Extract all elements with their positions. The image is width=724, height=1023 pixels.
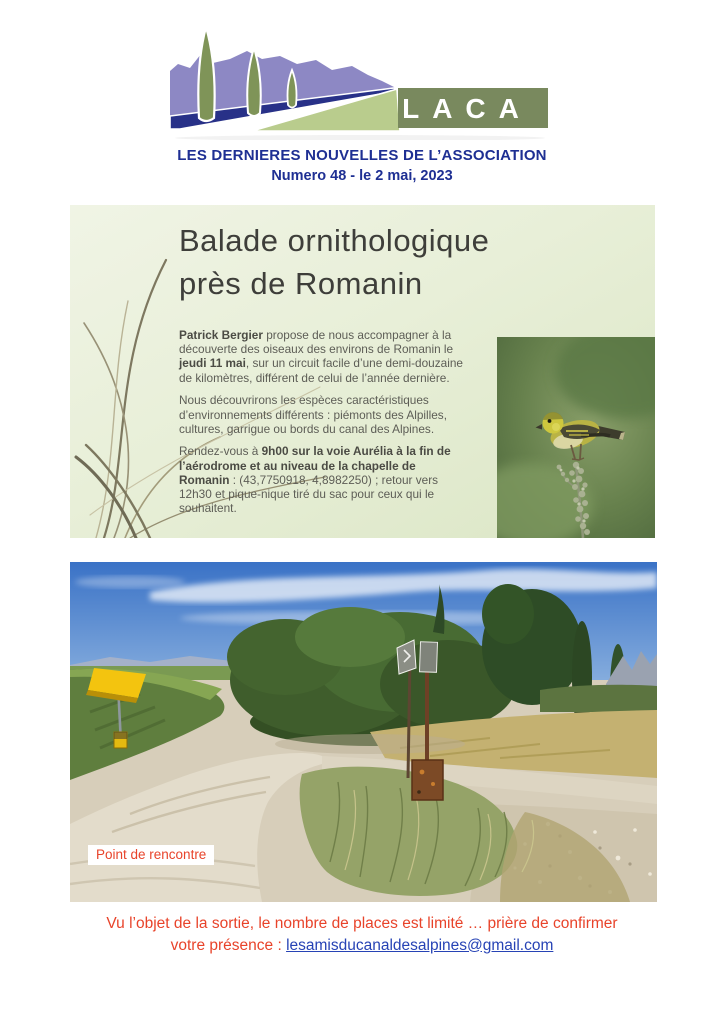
meeting-point-photo [70,562,657,902]
flyer-paragraph: Nous découvrirons les espèces caractéristiques d’environnements différents : piémonts des Alpilles, cultures, garrigue ou bords du canal des Alpines. [179,393,447,436]
footer-line2-prefix: votre présence : [170,936,287,954]
flyer-title [179,219,489,305]
email-link[interactable]: lesamisducanaldesalpines@gmail.com [286,936,554,954]
flyer-title-line1: Balade ornithologique [179,223,490,258]
footer-line2 [0,935,724,957]
flyer-paragraph: Rendez-vous à 9h00 sur la voie Aurélia à la fin de l’aérodrome et au niveau de la chapelle de Romanin : (43,7750918, 4,8982250) ; retour vers 12h30 et pique-nique tiré du sac pour ceux qui le souhaitent. [179,444,451,516]
flyer-title-line2: près de Romanin [179,266,423,301]
laca-logo [170,25,548,140]
meeting-point-caption: Point de rencontre [88,845,214,865]
bird-photo [497,337,655,538]
flyer-paragraphs [179,328,467,524]
newsletter-issue: Numero 48 - le 2 mai, 2023 [271,168,453,184]
newsletter-title: LES DERNIERES NOUVELLES DE L’ASSOCIATION [177,147,547,164]
logo-cypress-icon [198,27,214,121]
flyer-paragraph: Patrick Bergier propose de nous accompagner à la découverte des oiseaux des environs de Romanin le jeudi 11 mai, sur un circuit facile d’une demi-douzaine de kilomètres, différent de celui de l’année dernière. [179,328,463,385]
logo-shadow [175,135,545,140]
flyer-card [70,205,655,538]
footer-note [0,913,724,956]
footer-line1: Vu l’objet de la sortie, le nombre de places est limité … prière de confirmer [106,915,618,932]
logo-acronym-text: LACA [402,93,532,124]
